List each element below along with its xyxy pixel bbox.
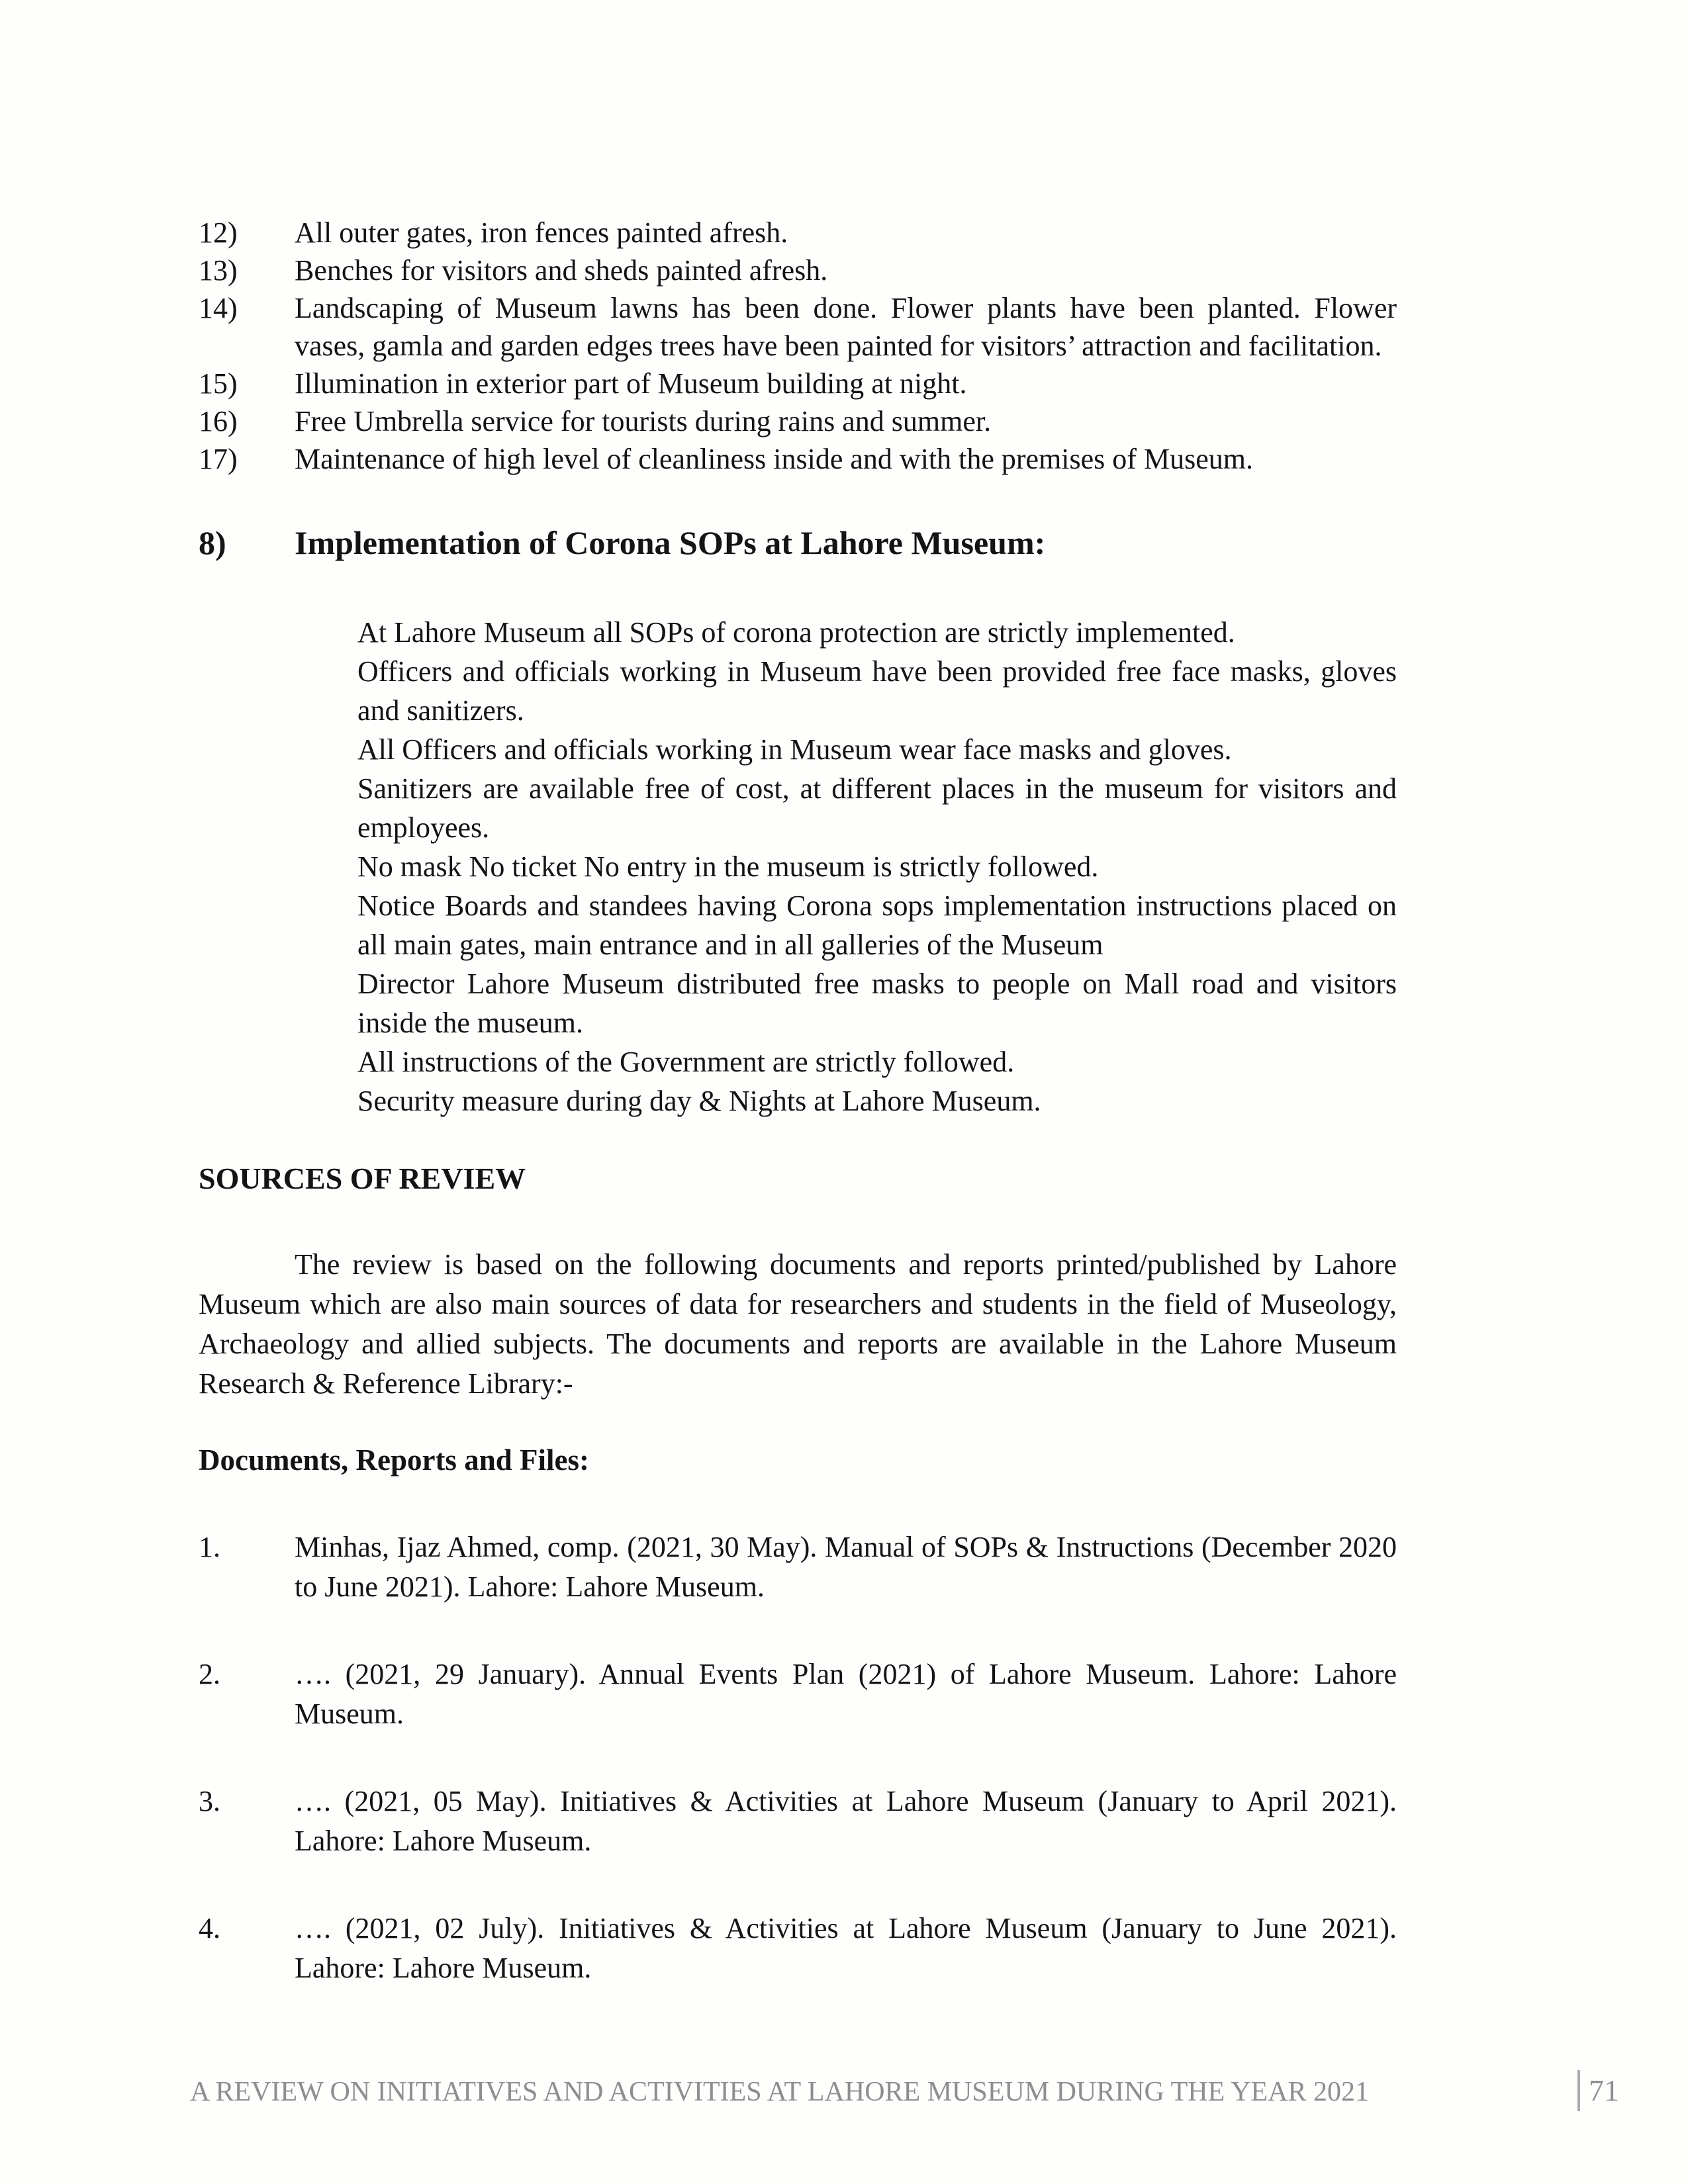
list-item-text: Illumination in exterior part of Museum building at night. (295, 367, 967, 400)
list-item-text: Free Umbrella service for tourists during rains and summer. (295, 405, 992, 437)
sop-point: All Officers and officials working in Museum wear face masks and gloves. (357, 733, 1232, 766)
list-item (199, 289, 1397, 365)
list-item-number: 13) (199, 254, 238, 287)
list-item (199, 440, 1397, 478)
reference-list (199, 1527, 1397, 1988)
reference-entry-text: Minhas, Ijaz Ahmed, comp. (2021, 30 May). Manual of SOPs & Instructions (December 2020 to June 2021). Lahore: Lahore Museum. (295, 1531, 1397, 1603)
sources-of-review-heading: SOURCES OF REVIEW (199, 1161, 526, 1195)
section-8-heading (199, 522, 1397, 564)
list-item-number: 17) (199, 443, 238, 475)
sop-point: At Lahore Museum all SOPs of corona protection are strictly implemented. (357, 616, 1235, 649)
reference-entry-text: …. (2021, 02 July). Initiatives & Activities at Lahore Museum (January to June 2021). Lahore: Lahore Museum. (295, 1912, 1397, 1984)
sop-point: Sanitizers are available free of cost, at different places in the museum for visitors and employees. (357, 772, 1397, 844)
numbered-list-continued (199, 214, 1397, 478)
sources-intro-paragraph: The review is based on the following documents and reports printed/published by Lahore Museum which are also main sources of data for researchers and students in the field of Museology, Archaeology and allied subjects. The documents and reports are available in the Lahore Museum Research & Reference Library:- (199, 1248, 1397, 1400)
reference-entry-number: 1. (199, 1531, 220, 1563)
list-item (199, 402, 1397, 440)
list-item-text: Benches for visitors and sheds painted afresh. (295, 254, 828, 287)
list-item-text: Landscaping of Museum lawns has been done. Flower plants have been planted. Flower vases, gamla and garden edges trees have been painted for visitors’ attraction and facilitation. (295, 292, 1397, 362)
list-item-number: 16) (199, 405, 238, 437)
reference-entry-number: 3. (199, 1785, 220, 1817)
reference-entry-text: …. (2021, 05 May). Initiatives & Activities at Lahore Museum (January to April 2021). Lahore: Lahore Museum. (295, 1785, 1397, 1857)
sop-point: Notice Boards and standees having Corona sops implementation instructions placed on all main gates, main entrance and in all galleries of the Museum (357, 889, 1397, 961)
list-item-text: All outer gates, iron fences painted afresh. (295, 216, 788, 249)
reference-entry (199, 1655, 1397, 1734)
sop-point: Security measure during day & Nights at Lahore Museum. (357, 1085, 1041, 1117)
reference-entry-number: 2. (199, 1658, 220, 1690)
reference-entry-text: …. (2021, 29 January). Annual Events Plan (2021) of Lahore Museum. Lahore: Lahore Museum. (295, 1658, 1397, 1730)
sop-point: Officers and officials working in Museum have been provided free face masks, gloves and sanitizers. (357, 655, 1397, 727)
page-number: 71 (1577, 2070, 1619, 2111)
running-footer-title: A REVIEW ON INITIATIVES AND ACTIVITIES AT LAHORE MUSEUM DURING THE YEAR 2021 (190, 2077, 1370, 2107)
page-content (199, 214, 1397, 1988)
reference-entry (199, 1909, 1397, 1988)
list-item (199, 251, 1397, 289)
list-item-number: 12) (199, 216, 238, 249)
list-item (199, 365, 1397, 402)
reference-entry-number: 4. (199, 1912, 220, 1944)
sop-point: No mask No ticket No entry in the museum is strictly followed. (357, 850, 1099, 883)
sop-point: Director Lahore Museum distributed free masks to people on Mall road and visitors inside the museum. (357, 968, 1397, 1039)
section-8-title: Implementation of Corona SOPs at Lahore Museum: (295, 524, 1046, 561)
reference-entry (199, 1527, 1397, 1607)
documents-reports-files-subheading: Documents, Reports and Files: (199, 1443, 589, 1477)
section-8-number: 8) (199, 524, 226, 561)
list-item (199, 214, 1397, 251)
sop-point: All instructions of the Government are strictly followed. (357, 1046, 1015, 1078)
list-item-number: 14) (199, 292, 238, 324)
reference-entry (199, 1782, 1397, 1861)
corona-sop-points (357, 613, 1397, 1120)
list-item-text: Maintenance of high level of cleanliness inside and with the premises of Museum. (295, 443, 1253, 475)
list-item-number: 15) (199, 367, 238, 400)
